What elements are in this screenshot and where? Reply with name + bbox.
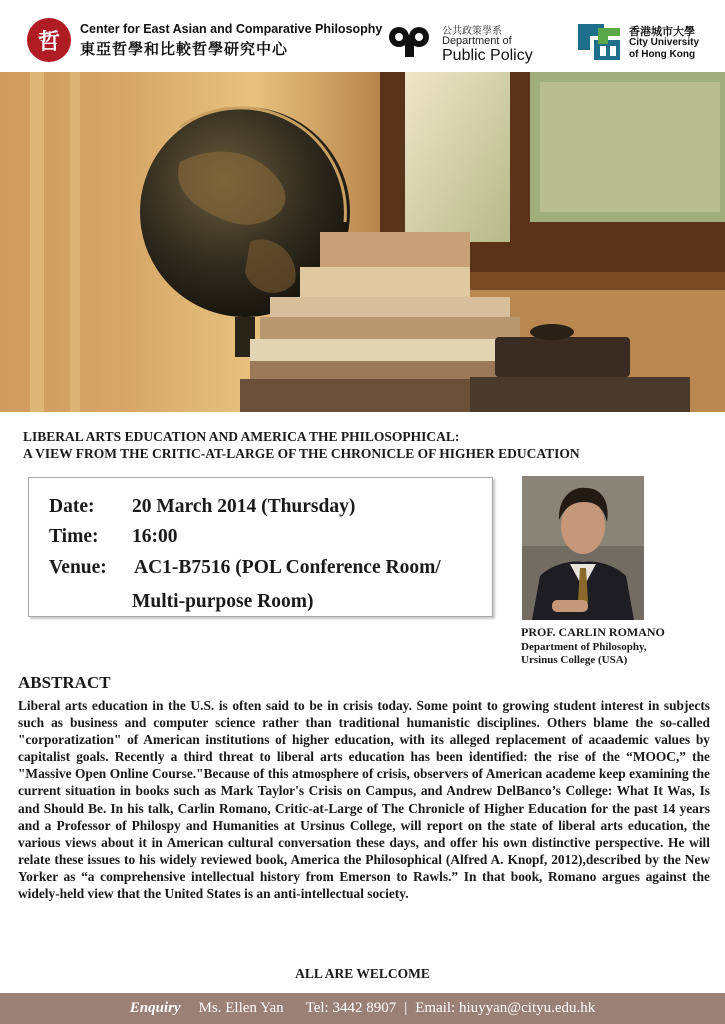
time-value: 16:00 bbox=[132, 526, 178, 547]
event-title-line2: A VIEW FROM THE CRITIC-AT-LARGE OF THE CHRONICLE OF HIGHER EDUCATION bbox=[23, 446, 580, 461]
speaker-affiliation-line2: Ursinus College (USA) bbox=[521, 654, 628, 666]
venue-value-line1: AC1-B7516 (POL Conference Room/ bbox=[134, 557, 441, 578]
speaker-photo bbox=[522, 476, 644, 620]
time-label: Time: bbox=[49, 526, 99, 547]
univ-line1: City University bbox=[629, 37, 700, 48]
speaker-affiliation-line1: Department of Philosophy, bbox=[521, 641, 647, 653]
event-title-line1: LIBERAL ARTS EDUCATION AND AMERICA THE PHILOSOPHICAL: bbox=[23, 429, 460, 444]
speaker-portrait bbox=[522, 476, 644, 620]
public-policy-logo bbox=[388, 25, 432, 59]
venue-label: Venue: bbox=[49, 557, 107, 578]
welcome-text: ALL ARE WELCOME bbox=[295, 966, 430, 981]
enquiry-phone: Tel: 3442 8907 bbox=[305, 1000, 397, 1016]
enquiry-email[interactable]: Email: hiuyyan@cityu.edu.hk bbox=[415, 1000, 596, 1016]
univ-line2: of Hong Kong bbox=[629, 49, 696, 60]
hero-photo-globe-books bbox=[0, 72, 725, 412]
date-label: Date: bbox=[49, 496, 95, 517]
univ-name-zh: 香港城市大學 bbox=[629, 25, 695, 38]
hero-illustration bbox=[0, 72, 725, 412]
enquiry-contact-name: Ms. Ellen Yan bbox=[198, 1000, 284, 1016]
enquiry-footer bbox=[0, 993, 725, 1024]
enquiry-label: Enquiry bbox=[129, 1000, 181, 1016]
abstract-heading: ABSTRACT bbox=[18, 673, 111, 692]
cityu-logo bbox=[574, 20, 624, 64]
header-bar bbox=[0, 0, 725, 72]
event-details-box bbox=[28, 477, 493, 617]
dept-name-zh: 公共政策學系 bbox=[442, 26, 502, 37]
date-value: 20 March 2014 (Thursday) bbox=[132, 496, 356, 517]
speaker-name: PROF. CARLIN ROMANO bbox=[521, 625, 665, 639]
abstract-text: Liberal arts education in the U.S. is often said to be in crisis today. Some point to growing student interest in subjects such as business and computer science rather than traditional humanistic disciplines. Others blame the so-called "corporatization" of American institutions of higher education, with its alleged replacement of acaademic values by capitalist goals. Recently a third threat to liberal arts education has been identified: the rise of the “MOOC,” the "Massive Open Online Course."Because of this atmosphere of crisis, observers of American academe keep examining the current situation in books such as Mark Taylor's Crisis on Campus, and Andrew DelBanco’s College: What It Was, Is and Should Be. In his talk, Carlin Romano, Critic-at-Large of The Chronicle of Higher Education for the past 14 years and a Professor of Philospy and Humanities at Ursinus College, will report on the state of liberal arts education, the various views about it in American cultural conversation these days, and offer his own distinctive perspective. He will relate these issues to his widely reviewed book, America the Philosophical (Alfred A. Knopf, 2012),described by the New Yorker as “a comprehensive intellectual history from Emerson to Rawls.” In that book, Romano argues against the widely-held view that the United States is an anti-intellectual society. bbox=[18, 698, 710, 902]
ceacp-name-en: Center for East Asian and Comparative Philosophy bbox=[80, 22, 383, 36]
dept-line1: Department of bbox=[442, 35, 512, 47]
ceacp-seal-logo: 哲 bbox=[27, 18, 71, 62]
footer-separator: | bbox=[404, 1000, 408, 1016]
dept-line2: Public Policy bbox=[442, 47, 533, 64]
venue-value-line2: Multi-purpose Room) bbox=[132, 591, 314, 612]
event-title bbox=[23, 428, 713, 462]
ceacp-name-zh: 東亞哲學和比較哲學研究中心 bbox=[80, 40, 289, 58]
